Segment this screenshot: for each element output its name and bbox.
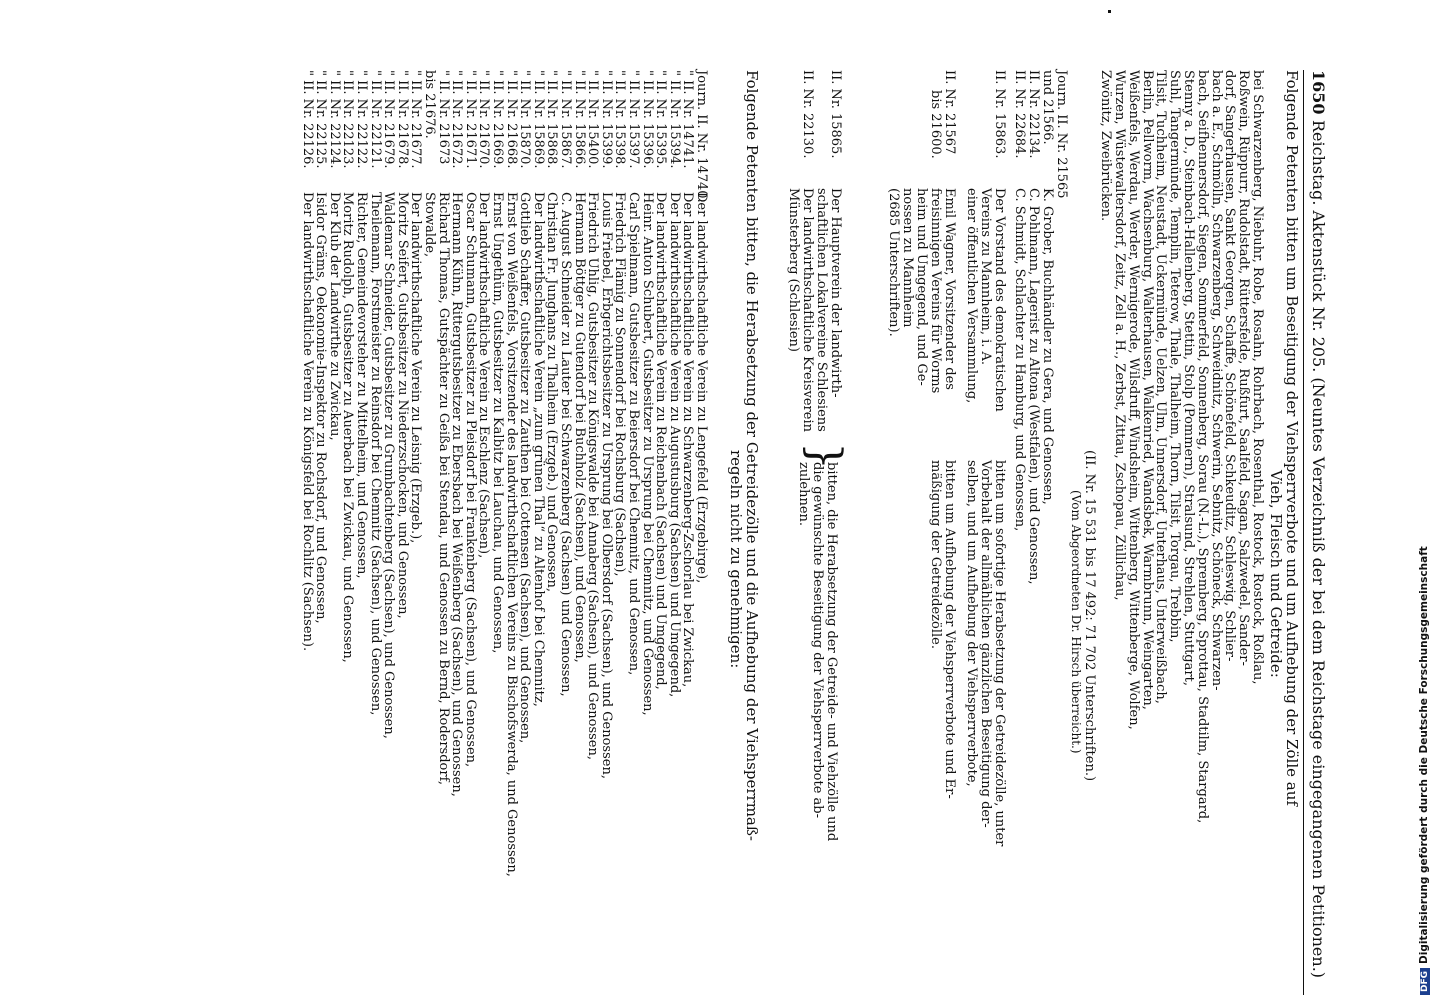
petition-entry: Der landwirthschaftliche Verein zu Königsfeld bei Rochlitz (Sachsen). — [299, 192, 315, 652]
section4-right-line: zulehnen. — [796, 462, 811, 527]
dfg-logo: DFG — [1420, 968, 1430, 995]
petition-ref: " II. Nr. 15399. — [598, 70, 614, 169]
section4-line-3: Der landwirthschaftliche Kreisverein — [800, 188, 815, 432]
section1-text-line: Roßwein, Rüppurr, Rudolstadt, Rüttersfelde, Rußfurt, Saalfeld, Sagan, Salzwedel, Sander- — [1236, 70, 1252, 666]
section4-ref-1: II. Nr. 15865. — [828, 70, 843, 159]
petition-ref: " II. Nr. 15870. — [517, 70, 533, 169]
section3-left-line: (2685 Unterschriften). — [886, 188, 901, 337]
ref-label: II. Nr. 22684. — [1012, 70, 1027, 159]
petition-entry: Friedrich Flämig zu Sonnendorf bei Rochsburg (Sachsen), — [612, 192, 628, 577]
petition-entry: Heinr. Anton Schubert, Gutsbesitzer zu Ursprung bei Chemnitz, und Genossen, — [639, 192, 655, 716]
section1-heading: Folgende Petenten bitten um Beseitigung der Viehsperrverbote und um Aufhebung der Zölle auf — [1283, 70, 1301, 806]
section4-line-4: Münsterberg (Schlesien) — [786, 188, 801, 352]
ref-label: Journ. II. Nr. 21565 — [1054, 70, 1069, 199]
section2-right-line: bitten um sofortige Herabsetzung der Getreidezölle, unter — [992, 460, 1007, 847]
petition-ref: " II. Nr. 21669. — [490, 70, 505, 169]
petition-entry: Moritz Seifert, Gutsbesitzer zu Niederzschocken, und Genossen, — [394, 192, 410, 619]
petition-ref: " II. Nr. 21677. — [408, 70, 424, 169]
section3-right-line: bitten um Aufhebung der Viehsperrverbote und Er- — [942, 460, 957, 799]
section1-text-line: Berlin, Pellworm, Wachsenburg, Walterhausen, Walkenried, Wandsbek, Warmbrunn, Weingarten, — [1139, 70, 1155, 710]
petition-ref: " II. Nr. 22125. — [313, 70, 329, 169]
petition-ref: bis 21676. — [422, 70, 437, 139]
petition-entry: Hermann Kühn, Rittergutsbesitzer zu Ebersbach bei Weißenberg (Sachsen), und Genossen, — [449, 192, 465, 797]
section5-heading: Folgende Petenten bitten, die Herabsetzung der Getreidezölle und die Aufhebung der Viehsperrmaß- — [743, 70, 761, 841]
petition-ref: " II. Nr. 15866. — [571, 70, 587, 169]
petition-ref: " II. Nr. 15397. — [626, 70, 641, 169]
speck — [1108, 10, 1111, 13]
ref-text: C. Schmidt, Schlachter zu Hamburg, und Genossen, — [1012, 188, 1027, 532]
petition-ref: " II. Nr. 22122. — [354, 70, 369, 169]
petition-ref: " II. Nr. 21672. — [449, 70, 465, 169]
brace-mark: } — [799, 442, 850, 470]
section2-ref: II. Nr. 15863. — [992, 70, 1007, 159]
range-note-2: (Vom Abgeordneten Dr. Hirsch überreicht.) — [1069, 490, 1083, 754]
section1-text-line: bei Schwarzenberg, Niebuhr, Robe, Rosahn, Rohrbach, Rosenthal, Rostock, Rostock, Roßlau, — [1250, 70, 1265, 685]
section1-text-line: Stenny a. D., Steinbach-Hallenberg, Stettin, Stolp (Pommern), Stralsund, Strehlen, Stuttgart, — [1181, 70, 1196, 686]
petition-ref: " II. Nr. 15867. — [558, 70, 573, 169]
section3-left-line: freisinnigen Vereins für Worms — [928, 188, 943, 394]
petition-entry: Der landwirthschaftliche Verein zu Leisnig (Erzgeb.), — [408, 192, 424, 544]
running-header — [1303, 70, 1330, 995]
petition-ref: " II. Nr. 15869. — [530, 70, 546, 169]
petition-entry: Gottlieb Schaffer, Gutsbesitzer zu Zauthen bei Cottensen (Sachsen), und Genossen, — [517, 192, 533, 744]
section2-right-line: Vorbehalt der allmählichen gänzlichen Beseitigung der- — [978, 460, 993, 828]
petition-ref: " II. Nr. 15398. — [612, 70, 628, 169]
petition-ref: " II. Nr. 15394. — [666, 70, 682, 169]
ref-label: und 21566. — [1040, 70, 1055, 145]
petition-ref: " II. Nr. 21678. — [394, 70, 410, 169]
section1-text-line: Tilsit, Tuchheim, Neustadt, Uckermünde, Uelzen, Ulm, Unnersdorf, Unterhaus, Unterweißbach, — [1153, 70, 1169, 704]
section3-right-line: mäßigung der Getreidezölle. — [928, 460, 943, 650]
section2-right-line: selben, und um Aufhebung der Viehsperrverbote, — [964, 460, 979, 787]
petition-ref: " II. Nr. 21671. — [462, 70, 478, 169]
section3-ref: II. Nr. 21567 — [942, 70, 957, 155]
section1-text-line: Suhl, Tangermünde, Templin, Teterow, Thale, Thalheim, Thorn, Tilsit, Torgau, Trebbin, — [1167, 70, 1183, 643]
section3-ref-2: bis 21600. — [928, 90, 943, 159]
petition-entry: Ernst Ungethüm, Gutsbesitzer zu Kalbitz bei Lauchau, und Genossen, — [490, 192, 505, 654]
footer-credit — [1418, 546, 1430, 995]
footer-text: Digitalisierung gefördert durch die Deutsche Forschungsgemeinschaft — [1418, 546, 1430, 964]
petition-ref: " II. Nr. 21679. — [381, 70, 397, 169]
section4-line-1: Der Hauptverein der landwirth- — [828, 188, 843, 398]
petition-ref: " II. Nr. 22123. — [340, 70, 356, 169]
petition-entry: Richard Thomas, Gutspächter zu Geißa bei Stendau, und Genossen zu Bernd, Rodersdorf, — [435, 192, 451, 786]
section2-left-line: Vereins zu Mannheim, i. A. — [978, 188, 993, 366]
petition-entry: Der landwirthschaftliche Verein zu Augustusburg (Sachsen) und Umgegend, — [666, 192, 682, 698]
petition-ref: Journ. II. Nr. 14740. — [694, 70, 709, 203]
section4-line-2: schaftlichen Lokalvereine Schlesiens — [814, 188, 829, 432]
section1-text-line: bach a. E., Schmölln, Schwarzenberg, Schweidnitz, Schwerin, Sebnitz, Schöneck, Schwarzen- — [1208, 70, 1224, 691]
petition-entry: Der landwirthschaftliche Verein zu Lengefeld (Erzgebirge), — [694, 192, 709, 584]
petition-ref: " II. Nr. 15868. — [544, 70, 560, 169]
petition-entry: C. August Schneider zu Lauter bei Schwarzenberg (Sachsen) und Genossen, — [558, 192, 573, 697]
section4-right-line: die gewünschte Beseitigung der Viehsperrverbote ab- — [810, 462, 825, 819]
ref-text: K. Grober, Buchhändler zu Gera, und Genossen, — [1040, 188, 1055, 505]
petition-entry: Ernst von Weißenfels, Vorsitzender des landwirthschaftlichen Vereins zu Bischofswerda, und Genossen, — [503, 192, 519, 877]
section1-text-line: dorf, Sangerhausen, Sankt Georgen, Schaffe, Schönefeld, Schkeuditz, Schleswig, Schlier- — [1222, 70, 1238, 662]
petition-ref: " II. Nr. 22126. — [299, 70, 315, 169]
section2-left-line: einer öffentlichen Versammlung, — [964, 188, 979, 404]
section1-text-line: Wurzen, Wüstewaltersdorf, Zeitz, Zell a. H., Zerbst, Zittau, Zschopau, Züllichau, — [1112, 70, 1127, 601]
petition-entry: Richter, Gemeindevorsteher zu Mittelheim, und Genossen, — [354, 192, 369, 579]
page-number: 1650 — [1309, 70, 1328, 115]
petition-entry: Der landwirthschaftliche Verein zu Reichenbach (Sachsen) und Umgegend, — [653, 192, 669, 690]
petition-ref: " II. Nr. 21670. — [476, 70, 492, 169]
section1-text-line: Zwönitz, Zweibrücken. — [1098, 70, 1114, 222]
section1-text-line: Weißenfels, Werdau, Werder, Wernigerode, Wilsdruff, Windsheim, Wittenberg, Wittenberge, Wolfen, — [1125, 70, 1141, 730]
petition-entry: Waldemar Schneider, Gutsbesitzer zu Grumbachtenberg (Sachsen), und Genossen, — [381, 192, 397, 739]
petition-entry: Friedrich Uhlig, Gutsbesitzer zu Königswalde bei Annaberg (Sachsen), und Genossen, — [585, 192, 601, 761]
petition-entry: Stowalde, — [422, 192, 437, 258]
petition-entry: Carl Spielmann, Gutsbesitzer zu Beiersdorf bei Chemnitz, und Genossen, — [626, 192, 641, 676]
petition-entry: Moritz Rudolph, Gutsbesitzer zu Auerbach bei Zwickau, und Genossen, — [340, 192, 356, 663]
section1-text-line: bach, Seifhennersdorf, Siegen, Sommerfeld, Sonnenberg, Sorau (N.-L.), Spremberg, Sprottau, Stadtilm, Stargard, — [1194, 70, 1210, 824]
petition-entry: Der Klub der Landwirthe zu Zwickau, — [326, 192, 342, 441]
section3-left-line: heim und Umgegend, und Ge- — [914, 188, 929, 386]
section4-ref-2: II. Nr. 22130. — [800, 70, 815, 159]
petition-entry: Isidor Gräms, Oekonomie-Inspektor zu Rochsdorf, und Genossen, — [313, 192, 329, 624]
petition-ref: " II. Nr. 21673 — [435, 70, 451, 165]
petition-entry: Louis Friebel, Erbgerichtsbesitzer zu Ursprung bei Olbersdorf (Sachsen), und Genossen, — [598, 192, 614, 779]
petition-entry: Christian Fr. Junghans zu Thalheim (Erzgeb.) und Genossen, — [544, 192, 560, 592]
petition-ref: " II. Nr. 15400. — [585, 70, 601, 169]
section5-heading-cont: regeln nicht zu genehmigen: — [727, 450, 745, 669]
section1-heading-cont: Vieh, Fleisch und Getreide: — [1267, 470, 1285, 678]
rotated-page — [50, 70, 1330, 1000]
petition-ref: " II. Nr. 21668. — [503, 70, 519, 169]
range-note: (II. Nr. 15 531 bis 17 492: 71 702 Unterschriften.) — [1082, 450, 1097, 782]
petition-entry: Hermann Böttger zu Gutendorf bei Buchholz (Sachsen), und Genossen, — [571, 192, 587, 663]
ref-text: C. Pohlmann, Lagerist zu Altona (Westfalen), und Genossen, — [1026, 188, 1041, 585]
petition-ref: " II. Nr. 14741. — [680, 70, 696, 169]
ref-label: II. Nr. 22134. — [1026, 70, 1041, 159]
page-title: Reichstag. Aktenstück Nr. 205. (Neuntes Verzeichniß der bei dem Reichstage eingegangenen Petitionen.) — [1309, 120, 1328, 979]
petition-entry: Der landwirthschaftliche Verein zu Eschlenz (Sachsen), — [476, 192, 492, 559]
petition-ref: " II. Nr. 15396. — [639, 70, 655, 169]
section4-right-line: bitten, die Herabsetzung der Getreide- und Viehzölle und — [824, 462, 839, 842]
petition-ref: " II. Nr. 22124. — [326, 70, 342, 169]
section2-left-line: Der Vorstand des demokratischen — [992, 188, 1007, 412]
section3-left-line: Emil Wagner, Vorsitzender des — [942, 188, 957, 390]
petition-entry: Der landwirthschaftliche Verein „zum grünen Thal“ zu Altenhof bei Chemnitz, — [530, 192, 546, 707]
petition-ref: " II. Nr. 15395. — [653, 70, 669, 169]
section3-left-line: nossen zu Mannheim — [900, 188, 915, 328]
petition-ref: " II. Nr. 22121. — [367, 70, 383, 169]
petition-entry: Theilemann, Forstmeister zu Reinsdorf bei Chemnitz (Sachsen), und Genossen, — [367, 192, 383, 716]
petition-entry: Oscar Schumann, Gutsbesitzer zu Pleisdorf bei Frankenberg (Sachsen), und Genossen, — [462, 192, 478, 768]
petition-entry: Der landwirthschaftliche Verein zu Schwarzenberg-Zschorlau bei Zwickau, — [680, 192, 696, 688]
